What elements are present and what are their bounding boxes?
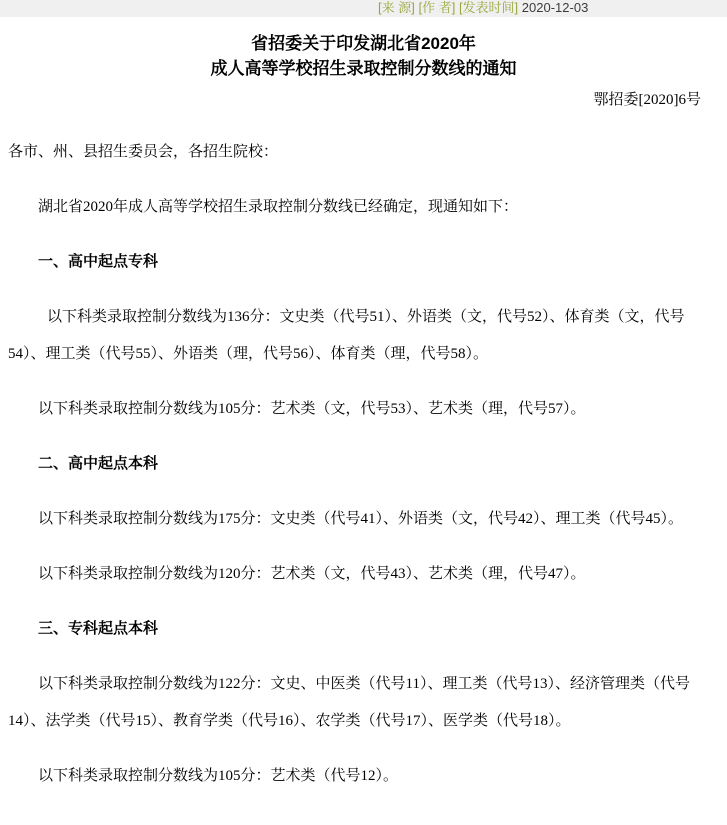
article-meta: [378, 0, 588, 16]
page-title-line2: 成人高等学校招生录取控制分数线的通知: [210, 59, 517, 78]
page-title: [8, 31, 719, 81]
section-3-paragraph-1: 以下科类录取控制分数线为122分：文史、中医类（代号11）、理工类（代号13）、经济管理类（代号14）、法学类（代号15）、教育学类（代号16）、农学类（代号17）、医学类（代号18）。: [8, 676, 690, 729]
section-1-paragraph-2: 以下科类录取控制分数线为105分：艺术类（文，代号53）、艺术类（理，代号57）。: [38, 401, 586, 417]
salutation: 各市、州、县招生委员会，各招生院校：: [8, 144, 279, 160]
section-1-heading: 一、高中起点专科: [38, 254, 159, 270]
section-2-paragraph-1: 以下科类录取控制分数线为175分：文史类（代号41）、外语类（文，代号42）、理工类（代号45）。: [38, 511, 684, 527]
section-3-paragraph-2: 以下科类录取控制分数线为105分：艺术类（代号12）。: [38, 768, 399, 784]
section-1-paragraph-1: 以下科类录取控制分数线为136分：文史类（代号51）、外语类（文，代号52）、体育类（文，代号54）、理工类（代号55）、外语类（理，代号56）、体育类（理，代号58）。: [8, 309, 685, 362]
document-number: 鄂招委[2020]6号: [593, 92, 701, 108]
page-title-line1: 省招委关于印发湖北省2020年: [251, 34, 476, 53]
section-2-paragraph-2: 以下科类录取控制分数线为120分：艺术类（文，代号43）、艺术类（理，代号47）。: [38, 566, 586, 582]
meta-bar: [0, 0, 727, 17]
publish-time-label: [发表时间]: [458, 0, 519, 15]
document-body: [0, 31, 727, 795]
publish-date: 2020-12-03: [521, 0, 589, 15]
section-2-heading: 二、高中起点本科: [38, 456, 159, 472]
source-label: [来 源]: [378, 0, 415, 15]
author-label: [作 者]: [418, 0, 456, 15]
intro-paragraph: 湖北省2020年成人高等学校招生录取控制分数线已经确定，现通知如下：: [38, 199, 519, 215]
section-3-heading: 三、专科起点本科: [38, 621, 159, 637]
